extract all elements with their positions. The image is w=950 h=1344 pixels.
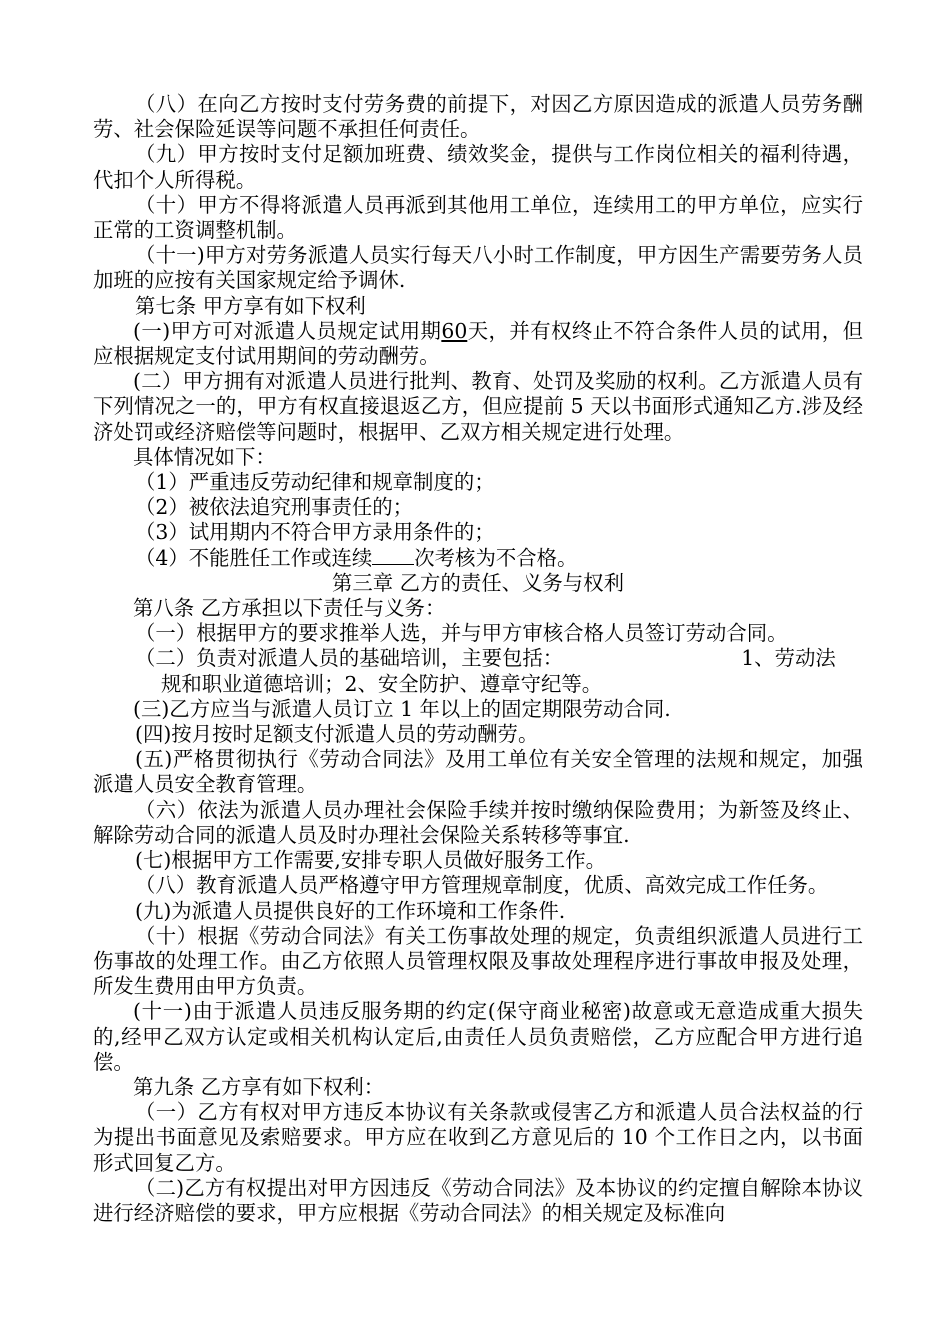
article-8-clause-9: (九)为派遣人员提供良好的工作环境和工作条件. — [135, 898, 566, 923]
article-9-title: 第九条 乙方享有如下权利： — [133, 1074, 385, 1099]
article-8-clause-2-text-a: （二）负责对派遣人员的基础培训，主要包括： — [135, 646, 564, 671]
article-8-clause-3: (三)乙方应当与派遣人员订立 1 年以上的固定期限劳动合同. — [133, 696, 671, 721]
article-8-clause-8: （八）教育派遣人员严格遵守甲方管理规章制度，优质、高效完成工作任务。 — [135, 873, 829, 898]
article-8-title: 第八条 乙方承担以下责任与义务： — [133, 596, 446, 621]
article-7-clause-2: (二）甲方拥有对派遣人员进行批判、教育、处罚及奖励的权利。乙方派遣人员有下列情况之一的，甲方有权直接退返乙方，但应提前 5 天以书面形式通知乙方.涉及经济处罚或经济赔偿等问题时，根据甲、乙双方相关规定进行处理。 — [93, 369, 863, 444]
list-item: （2）被依法追究刑事责任的； — [135, 495, 414, 520]
article-8-clause-11: (十一)由于派遣人员违反服务期的约定(保守商业秘密)故意或无意造成重大损失的,经甲乙双方认定或相关机构认定后,由责任人员负责赔偿，乙方应配合甲方进行追偿。 — [93, 999, 863, 1074]
article-8-clause-2-cont: 规和职业道德培训；2、安全防护、遵章守纪等。 — [161, 671, 603, 696]
fill-in-blank — [372, 546, 414, 565]
article-9-clause-1: （一）乙方有权对甲方违反本协议有关条款或侵害乙方和派遣人员合法权益的行为提出书面意见及索赔要求。甲方应在收到乙方意见后的 10 个工作日之内，以书面形式回复乙方。 — [93, 1100, 863, 1175]
list-item-4-text-b: 次考核为不合格。 — [414, 545, 578, 570]
article-7-clause-1 — [93, 319, 863, 369]
article-7-title: 第七条 甲方享有如下权利 — [135, 293, 366, 318]
article-8-clause-4: (四)按月按时足额支付派遣人员的劳动酬劳。 — [135, 722, 539, 747]
article-8-clause-7: (七)根据甲方工作需要,安排专职人员做好服务工作。 — [135, 848, 606, 873]
article-7-clause-1-text-b: 天，并有权终止不符合条件人员的试用，但应根据规定支付试用期间的劳动酬劳。 — [93, 318, 863, 369]
clause-9: （九）甲方按时支付足额加班费、绩效奖金，提供与工作岗位相关的福利待遇，代扣个人所得税。 — [93, 142, 863, 192]
article-8-clause-6: （六）依法为派遣人员办理社会保险手续并按时缴纳保险费用；为新签及终止、解除劳动合同的派遣人员及时办理社会保险关系转移等事宜. — [93, 797, 863, 847]
article-7-detail-heading: 具体情况如下： — [133, 444, 276, 469]
probation-days: 60 — [441, 318, 468, 343]
list-item-4-text-a: （4）不能胜任工作或连续 — [135, 545, 373, 570]
article-8-clause-10: （十）根据《劳动合同法》有关工伤事故处理的规定，负责组织派遣人员进行工伤事故的处理工作。由乙方依照人员管理权限及事故处理程序进行事故申报及处理，所发生费用由甲方负责。 — [93, 923, 863, 999]
article-9-clause-2: （二)乙方有权提出对甲方因违反《劳动合同法》及本协议的约定擅自解除本协议进行经济赔偿的要求，甲方应根据《劳动合同法》的相关规定及标准向 — [93, 1175, 863, 1225]
article-8-clause-5: (五)严格贯彻执行《劳动合同法》及用工单位有关安全管理的法规和规定，加强派遣人员安全教育管理。 — [93, 747, 863, 797]
article-7-clause-1-text-a: (一)甲方可对派遣人员规定试用期 — [133, 318, 442, 343]
clause-11: （十一)甲方对劳务派遣人员实行每天八小时工作制度，甲方因生产需要劳务人员加班的应按有关国家规定给予调休. — [93, 243, 863, 293]
clause-10: （十）甲方不得将派遣人员再派到其他用工单位，连续用工的甲方单位，应实行正常的工资调整机制。 — [93, 192, 863, 243]
list-item — [93, 546, 863, 571]
article-8-clause-1: （一）根据甲方的要求推举人选，并与甲方审核合格人员签订劳动合同。 — [135, 621, 788, 646]
chapter-heading: 第三章 乙方的责任、义务与权利 — [332, 570, 624, 595]
list-item: （3）试用期内不符合甲方录用条件的； — [135, 520, 495, 545]
article-8-clause-2 — [93, 646, 863, 671]
document-page — [93, 92, 863, 1226]
article-8-clause-2-text-b: 1、劳动法 — [741, 646, 836, 671]
list-item: （1）严重违反劳动纪律和规章制度的； — [135, 470, 495, 495]
clause-8: （八）在向乙方按时支付劳务费的前提下，对因乙方原因造成的派遣人员劳务酬劳、社会保险延误等问题不承担任何责任。 — [93, 92, 863, 142]
